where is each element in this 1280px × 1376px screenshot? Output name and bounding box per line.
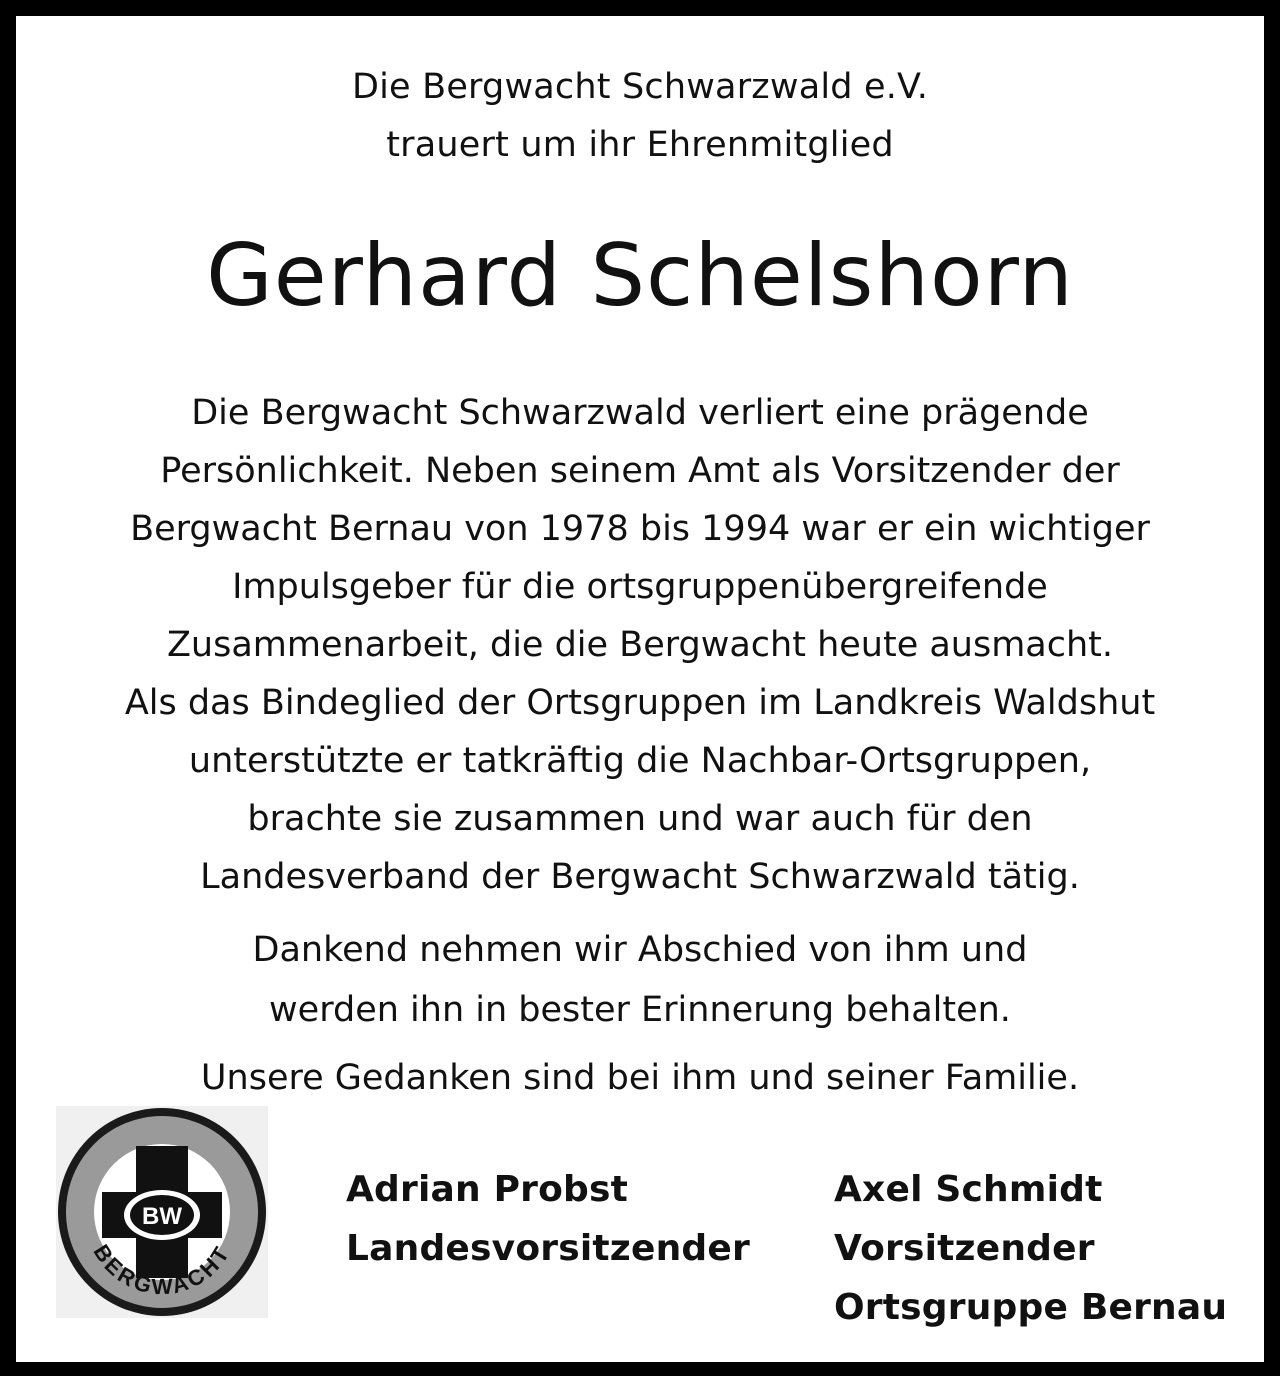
logo-badge-text: BW — [142, 1203, 182, 1230]
signatory-title: Landesvorsitzender — [346, 1228, 750, 1269]
logo-ring-text: BERGWACHT — [88, 1240, 236, 1300]
tribute-line: brachte sie zusammen und war auch für den — [247, 799, 1033, 839]
signatory-title-2: Ortsgruppe Bernau — [834, 1287, 1228, 1328]
bergwacht-cross-logo-icon — [56, 1106, 268, 1318]
tribute-text — [56, 384, 1224, 906]
logo-graphic — [56, 1106, 268, 1318]
tribute-line: Persönlichkeit. Neben seinem Amt als Vorsitzender der — [160, 451, 1120, 491]
thoughts-text: Unsere Gedanken sind bei ihm und seiner Familie. — [200, 1058, 1080, 1098]
tribute-line: Bergwacht Bernau von 1978 bis 1994 war er ein wichtiger — [130, 509, 1150, 549]
header — [16, 58, 1264, 174]
tribute-line: Zusammenarbeit, die die Bergwacht heute ausmacht. — [166, 625, 1114, 665]
signatory-2 — [834, 1160, 1227, 1337]
signatory-name: Axel Schmidt — [834, 1169, 1103, 1210]
signatory-name: Adrian Probst — [346, 1169, 629, 1210]
tribute-line: Die Bergwacht Schwarzwald verliert eine prägende — [191, 393, 1089, 433]
signatory-1 — [346, 1160, 750, 1278]
tribute-line: Als das Bindeglied der Ortsgruppen im Landkreis Waldshut — [124, 683, 1156, 723]
header-line-2: trauert um ihr Ehrenmitglied — [386, 125, 894, 165]
deceased-name: Gerhard Schelshorn — [206, 226, 1074, 326]
tribute-line: unterstützte er tatkräftig die Nachbar-Ortsgruppen, — [188, 741, 1092, 781]
tribute-line: Landesverband der Bergwacht Schwarzwald tätig. — [200, 857, 1080, 897]
tribute-line: Impulsgeber für die ortsgruppenübergreifende — [232, 567, 1048, 607]
farewell-text — [56, 920, 1224, 1040]
header-line-1: Die Bergwacht Schwarzwald e.V. — [351, 67, 929, 107]
farewell-line-2: werden ihn in bester Erinnerung behalten. — [269, 990, 1011, 1030]
obituary-notice — [16, 16, 1264, 1362]
signatory-title: Vorsitzender — [834, 1228, 1095, 1269]
farewell-line-1: Dankend nehmen wir Abschied von ihm und — [252, 930, 1028, 970]
